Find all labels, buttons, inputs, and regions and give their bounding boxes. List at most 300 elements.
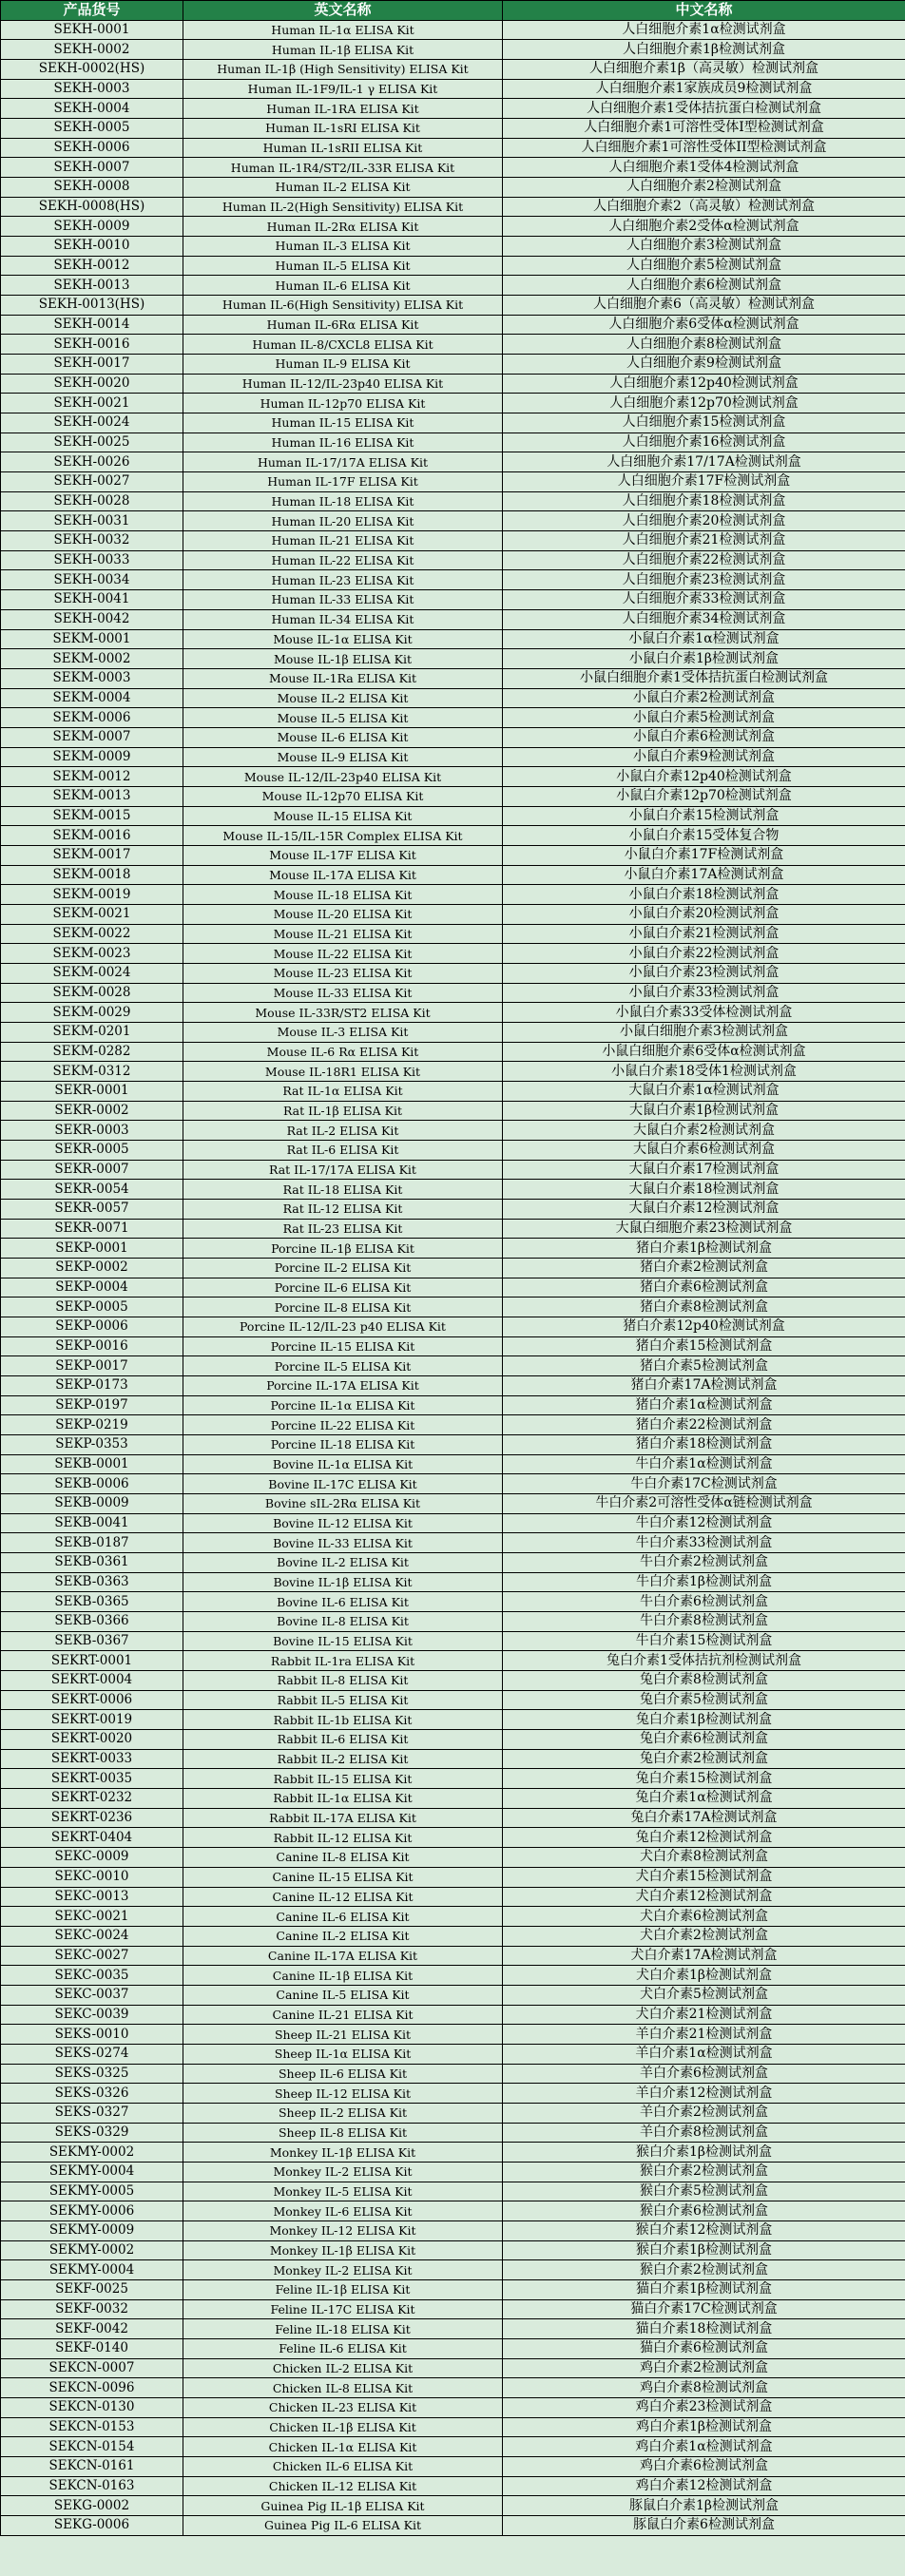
- table-row: [1, 511, 905, 531]
- english-name-cell: Human IL-1RA ELISA Kit: [183, 99, 503, 119]
- table-row: [1, 1062, 905, 1082]
- english-name-cell: Rat IL-23 ELISA Kit: [183, 1219, 503, 1239]
- table-row: [1, 2005, 905, 2025]
- product-code-cell: SEKM-0201: [1, 1022, 183, 1042]
- chinese-name-cell: 牛白介素8检测试剂盒: [503, 1612, 905, 1632]
- table-row: [1, 1356, 905, 1376]
- table-row: [1, 1003, 905, 1023]
- table-row: [1, 60, 905, 80]
- product-code-cell: SEKH-0002: [1, 40, 183, 60]
- chinese-name-cell: 猪白介素2检测试剂盒: [503, 1259, 905, 1278]
- product-code-cell: SEKM-0028: [1, 983, 183, 1003]
- english-name-cell: Chicken IL-12 ELISA Kit: [183, 2476, 503, 2496]
- chinese-name-cell: 兔白介素1β检测试剂盒: [503, 1710, 905, 1730]
- product-code-cell: SEKH-0001: [1, 20, 183, 40]
- product-code-cell: SEKC-0009: [1, 1848, 183, 1868]
- chinese-name-cell: 人白细胞介素9检测试剂盒: [503, 355, 905, 375]
- product-code-cell: SEKH-0013: [1, 276, 183, 296]
- english-name-cell: Rat IL-6 ELISA Kit: [183, 1140, 503, 1160]
- english-name-cell: Human IL-17/17A ELISA Kit: [183, 452, 503, 472]
- table-row: [1, 1887, 905, 1907]
- chinese-name-cell: 大鼠白介素1α检测试剂盒: [503, 1081, 905, 1101]
- table-row: [1, 2378, 905, 2398]
- english-name-cell: Mouse IL-2 ELISA Kit: [183, 688, 503, 708]
- product-code-cell: SEKM-0022: [1, 924, 183, 944]
- chinese-name-cell: 犬白介素6检测试剂盒: [503, 1907, 905, 1927]
- chinese-name-cell: 小鼠白细胞介素6受体α检测试剂盒: [503, 1042, 905, 1062]
- chinese-name-cell: 人白细胞介素1受体4检测试剂盒: [503, 158, 905, 178]
- chinese-name-cell: 猴白介素5检测试剂盒: [503, 2182, 905, 2201]
- product-code-cell: SEKH-0032: [1, 531, 183, 551]
- english-name-cell: Porcine IL-5 ELISA Kit: [183, 1356, 503, 1376]
- table-row: [1, 2299, 905, 2319]
- english-name-cell: Rabbit IL-12 ELISA Kit: [183, 1828, 503, 1848]
- product-code-cell: SEKC-0037: [1, 1985, 183, 2005]
- product-code-cell: SEKR-0005: [1, 1140, 183, 1160]
- english-name-cell: Mouse IL-33R/ST2 ELISA Kit: [183, 1003, 503, 1023]
- header-english-name: 英文名称: [183, 1, 503, 21]
- table-row: [1, 296, 905, 316]
- chinese-name-cell: 大鼠白介素18检测试剂盒: [503, 1180, 905, 1200]
- product-code-cell: SEKM-0312: [1, 1062, 183, 1082]
- table-row: [1, 1572, 905, 1592]
- english-name-cell: Human IL-2(High Sensitivity) ELISA Kit: [183, 197, 503, 217]
- chinese-name-cell: 猪白介素22检测试剂盒: [503, 1415, 905, 1435]
- english-name-cell: Mouse IL-5 ELISA Kit: [183, 708, 503, 728]
- english-name-cell: Canine IL-5 ELISA Kit: [183, 1985, 503, 2005]
- table-row: [1, 1160, 905, 1180]
- product-code-cell: SEKF-0025: [1, 2279, 183, 2299]
- english-name-cell: Human IL-12p70 ELISA Kit: [183, 394, 503, 413]
- chinese-name-cell: 猫白介素18检测试剂盒: [503, 2319, 905, 2339]
- english-name-cell: Rabbit IL-6 ELISA Kit: [183, 1730, 503, 1750]
- table-row: [1, 1828, 905, 1848]
- english-name-cell: Rabbit IL-1ra ELISA Kit: [183, 1651, 503, 1671]
- table-row: [1, 2417, 905, 2437]
- table-row: [1, 1140, 905, 1160]
- table-row: [1, 1808, 905, 1828]
- product-code-cell: SEKB-0367: [1, 1631, 183, 1651]
- header-product-code: 产品货号: [1, 1, 183, 21]
- product-code-cell: SEKP-0001: [1, 1239, 183, 1259]
- table-row: [1, 1278, 905, 1298]
- table-row: [1, 335, 905, 355]
- table-row: [1, 904, 905, 924]
- table-row: [1, 472, 905, 492]
- product-code-cell: SEKS-0327: [1, 2103, 183, 2123]
- english-name-cell: Rabbit IL-2 ELISA Kit: [183, 1749, 503, 1769]
- english-name-cell: Human IL-20 ELISA Kit: [183, 511, 503, 531]
- table-row: [1, 197, 905, 217]
- english-name-cell: Mouse IL-1α ELISA Kit: [183, 629, 503, 649]
- table-row: [1, 590, 905, 610]
- chinese-name-cell: 犬白介素17A检测试剂盒: [503, 1946, 905, 1966]
- english-name-cell: Sheep IL-2 ELISA Kit: [183, 2103, 503, 2123]
- header-row: [1, 1, 905, 21]
- table-row: [1, 570, 905, 590]
- chinese-name-cell: 人白细胞介素1β检测试剂盒: [503, 40, 905, 60]
- chinese-name-cell: 人白细胞介素1可溶性受体I型检测试剂盒: [503, 119, 905, 139]
- product-code-cell: SEKH-0009: [1, 217, 183, 237]
- english-name-cell: Mouse IL-22 ELISA Kit: [183, 944, 503, 964]
- table-row: [1, 2338, 905, 2358]
- english-name-cell: Porcine IL-22 ELISA Kit: [183, 1415, 503, 1435]
- chinese-name-cell: 鸡白介素2检测试剂盒: [503, 2358, 905, 2378]
- product-code-cell: SEKC-0013: [1, 1887, 183, 1907]
- english-name-cell: Mouse IL-17A ELISA Kit: [183, 865, 503, 885]
- chinese-name-cell: 人白细胞介素23检测试剂盒: [503, 570, 905, 590]
- product-code-cell: SEKM-0004: [1, 688, 183, 708]
- table-row: [1, 1867, 905, 1887]
- english-name-cell: Human IL-17F ELISA Kit: [183, 472, 503, 492]
- product-code-cell: SEKC-0021: [1, 1907, 183, 1927]
- english-name-cell: Rabbit IL-1b ELISA Kit: [183, 1710, 503, 1730]
- english-name-cell: Bovine IL-1α ELISA Kit: [183, 1454, 503, 1474]
- chinese-name-cell: 小鼠白介素18检测试剂盒: [503, 885, 905, 905]
- chinese-name-cell: 大鼠白介素12检测试剂盒: [503, 1199, 905, 1219]
- product-code-cell: SEKF-0042: [1, 2319, 183, 2339]
- chinese-name-cell: 小鼠白介素33检测试剂盒: [503, 983, 905, 1003]
- product-code-cell: SEKG-0006: [1, 2516, 183, 2536]
- chinese-name-cell: 大鼠白介素1β检测试剂盒: [503, 1101, 905, 1121]
- product-code-cell: SEKM-0012: [1, 767, 183, 787]
- english-name-cell: Feline IL-6 ELISA Kit: [183, 2338, 503, 2358]
- table-row: [1, 2437, 905, 2457]
- chinese-name-cell: 人白细胞介素8检测试剂盒: [503, 335, 905, 355]
- english-name-cell: Human IL-5 ELISA Kit: [183, 256, 503, 276]
- english-name-cell: Chicken IL-2 ELISA Kit: [183, 2358, 503, 2378]
- product-code-cell: SEKB-0009: [1, 1494, 183, 1514]
- english-name-cell: Mouse IL-12p70 ELISA Kit: [183, 786, 503, 806]
- chinese-name-cell: 豚鼠白介素6检测试剂盒: [503, 2516, 905, 2536]
- english-name-cell: Rabbit IL-5 ELISA Kit: [183, 1690, 503, 1710]
- chinese-name-cell: 小鼠白介素2检测试剂盒: [503, 688, 905, 708]
- product-code-cell: SEKC-0024: [1, 1926, 183, 1946]
- english-name-cell: Bovine IL-8 ELISA Kit: [183, 1612, 503, 1632]
- english-name-cell: Mouse IL-6 Rα ELISA Kit: [183, 1042, 503, 1062]
- product-code-cell: SEKH-0008(HS): [1, 197, 183, 217]
- english-name-cell: Bovine sIL-2Rα ELISA Kit: [183, 1494, 503, 1514]
- table-row: [1, 452, 905, 472]
- chinese-name-cell: 猫白介素17C检测试剂盒: [503, 2299, 905, 2319]
- table-row: [1, 1454, 905, 1474]
- chinese-name-cell: 人白细胞介素6检测试剂盒: [503, 276, 905, 296]
- chinese-name-cell: 大鼠白介素2检测试剂盒: [503, 1121, 905, 1141]
- table-row: [1, 1907, 905, 1927]
- english-name-cell: Bovine IL-17C ELISA Kit: [183, 1474, 503, 1494]
- chinese-name-cell: 兔白介素8检测试剂盒: [503, 1671, 905, 1691]
- table-row: [1, 119, 905, 139]
- english-name-cell: Porcine IL-6 ELISA Kit: [183, 1278, 503, 1298]
- table-row: [1, 1789, 905, 1809]
- table-row: [1, 1966, 905, 1986]
- chinese-name-cell: 人白细胞介素20检测试剂盒: [503, 511, 905, 531]
- chinese-name-cell: 人白细胞介素5检测试剂盒: [503, 256, 905, 276]
- english-name-cell: Rat IL-17/17A ELISA Kit: [183, 1160, 503, 1180]
- chinese-name-cell: 兔白介素15检测试剂盒: [503, 1769, 905, 1789]
- product-code-cell: SEKB-0361: [1, 1553, 183, 1573]
- table-row: [1, 1690, 905, 1710]
- table-row: [1, 2162, 905, 2182]
- product-code-cell: SEKB-0001: [1, 1454, 183, 1474]
- english-name-cell: Human IL-6Rα ELISA Kit: [183, 315, 503, 335]
- english-name-cell: Monkey IL-5 ELISA Kit: [183, 2182, 503, 2201]
- table-row: [1, 178, 905, 198]
- table-row: [1, 1336, 905, 1356]
- product-code-cell: SEKC-0010: [1, 1867, 183, 1887]
- english-name-cell: Mouse IL-21 ELISA Kit: [183, 924, 503, 944]
- product-code-cell: SEKS-0329: [1, 2123, 183, 2143]
- product-code-cell: SEKH-0014: [1, 315, 183, 335]
- product-code-cell: SEKM-0017: [1, 845, 183, 865]
- chinese-name-cell: 人白细胞介素21检测试剂盒: [503, 531, 905, 551]
- english-name-cell: Chicken IL-8 ELISA Kit: [183, 2378, 503, 2398]
- table-row: [1, 20, 905, 40]
- chinese-name-cell: 猪白介素5检测试剂盒: [503, 1356, 905, 1376]
- english-name-cell: Mouse IL-6 ELISA Kit: [183, 727, 503, 747]
- chinese-name-cell: 兔白介素17A检测试剂盒: [503, 1808, 905, 1828]
- product-code-cell: SEKR-0007: [1, 1160, 183, 1180]
- product-code-cell: SEKRT-0232: [1, 1789, 183, 1809]
- english-name-cell: Porcine IL-2 ELISA Kit: [183, 1259, 503, 1278]
- english-name-cell: Human IL-21 ELISA Kit: [183, 531, 503, 551]
- chinese-name-cell: 猴白介素1β检测试剂盒: [503, 2143, 905, 2163]
- english-name-cell: Rat IL-1β ELISA Kit: [183, 1101, 503, 1121]
- table-row: [1, 315, 905, 335]
- product-code-cell: SEKH-0013(HS): [1, 296, 183, 316]
- table-row: [1, 924, 905, 944]
- chinese-name-cell: 猪白介素12p40检测试剂盒: [503, 1317, 905, 1337]
- english-name-cell: Human IL-33 ELISA Kit: [183, 590, 503, 610]
- table-row: [1, 708, 905, 728]
- table-row: [1, 983, 905, 1003]
- english-name-cell: Human IL-23 ELISA Kit: [183, 570, 503, 590]
- chinese-name-cell: 猴白介素2检测试剂盒: [503, 2162, 905, 2182]
- table-row: [1, 1749, 905, 1769]
- chinese-name-cell: 人白细胞介素1可溶性受体II型检测试剂盒: [503, 138, 905, 158]
- table-row: [1, 79, 905, 99]
- table-row: [1, 2279, 905, 2299]
- table-row: [1, 1671, 905, 1691]
- table-row: [1, 865, 905, 885]
- product-code-cell: SEKH-0020: [1, 374, 183, 394]
- table-row: [1, 2220, 905, 2240]
- product-code-cell: SEKB-0366: [1, 1612, 183, 1632]
- table-row: [1, 944, 905, 964]
- english-name-cell: Bovine IL-2 ELISA Kit: [183, 1553, 503, 1573]
- table-row: [1, 2516, 905, 2536]
- product-code-cell: SEKP-0005: [1, 1298, 183, 1317]
- table-row: [1, 2456, 905, 2476]
- product-code-cell: SEKC-0035: [1, 1966, 183, 1986]
- english-name-cell: Monkey IL-2 ELISA Kit: [183, 2162, 503, 2182]
- english-name-cell: Canine IL-1β ELISA Kit: [183, 1966, 503, 1986]
- product-code-cell: SEKP-0002: [1, 1259, 183, 1278]
- product-code-cell: SEKH-0017: [1, 355, 183, 375]
- english-name-cell: Mouse IL-1Ra ELISA Kit: [183, 668, 503, 688]
- product-code-cell: SEKM-0006: [1, 708, 183, 728]
- chinese-name-cell: 猪白介素1β检测试剂盒: [503, 1239, 905, 1259]
- table-row: [1, 2319, 905, 2339]
- english-name-cell: Mouse IL-18 ELISA Kit: [183, 885, 503, 905]
- chinese-name-cell: 猪白介素1α检测试剂盒: [503, 1395, 905, 1415]
- chinese-name-cell: 兔白介素1受体拮抗剂检测试剂盒: [503, 1651, 905, 1671]
- product-code-cell: SEKH-0031: [1, 511, 183, 531]
- chinese-name-cell: 猪白介素15检测试剂盒: [503, 1336, 905, 1356]
- chinese-name-cell: 人白细胞介素17F检测试剂盒: [503, 472, 905, 492]
- chinese-name-cell: 兔白介素2检测试剂盒: [503, 1749, 905, 1769]
- product-code-cell: SEKM-0001: [1, 629, 183, 649]
- table-row: [1, 40, 905, 60]
- table-row: [1, 2123, 905, 2143]
- english-name-cell: Porcine IL-18 ELISA Kit: [183, 1435, 503, 1455]
- table-row: [1, 2143, 905, 2163]
- english-name-cell: Mouse IL-9 ELISA Kit: [183, 747, 503, 767]
- product-code-cell: SEKG-0002: [1, 2496, 183, 2516]
- chinese-name-cell: 小鼠白介素5检测试剂盒: [503, 708, 905, 728]
- english-name-cell: Rat IL-1α ELISA Kit: [183, 1081, 503, 1101]
- product-code-cell: SEKCN-0130: [1, 2397, 183, 2417]
- product-code-cell: SEKP-0006: [1, 1317, 183, 1337]
- chinese-name-cell: 小鼠白介素17F检测试剂盒: [503, 845, 905, 865]
- english-name-cell: Bovine IL-1β ELISA Kit: [183, 1572, 503, 1592]
- chinese-name-cell: 人白细胞介素22检测试剂盒: [503, 550, 905, 570]
- table-row: [1, 394, 905, 413]
- english-name-cell: Human IL-9 ELISA Kit: [183, 355, 503, 375]
- english-name-cell: Guinea Pig IL-6 ELISA Kit: [183, 2516, 503, 2536]
- product-code-cell: SEKH-0027: [1, 472, 183, 492]
- product-code-cell: SEKC-0027: [1, 1946, 183, 1966]
- table-body: [1, 20, 905, 2535]
- english-name-cell: Monkey IL-2 ELISA Kit: [183, 2260, 503, 2280]
- chinese-name-cell: 兔白介素5检测试剂盒: [503, 1690, 905, 1710]
- product-code-cell: SEKCN-0163: [1, 2476, 183, 2496]
- product-code-cell: SEKS-0010: [1, 2025, 183, 2045]
- product-code-cell: SEKC-0039: [1, 2005, 183, 2025]
- english-name-cell: Human IL-15 ELISA Kit: [183, 413, 503, 433]
- table-row: [1, 276, 905, 296]
- english-name-cell: Rabbit IL-15 ELISA Kit: [183, 1769, 503, 1789]
- english-name-cell: Rabbit IL-1α ELISA Kit: [183, 1789, 503, 1809]
- product-code-cell: SEKCN-0154: [1, 2437, 183, 2457]
- product-code-cell: SEKRT-0035: [1, 1769, 183, 1789]
- chinese-name-cell: 鸡白介素6检测试剂盒: [503, 2456, 905, 2476]
- chinese-name-cell: 犬白介素5检测试剂盒: [503, 1985, 905, 2005]
- table-row: [1, 99, 905, 119]
- product-code-cell: SEKS-0326: [1, 2084, 183, 2104]
- product-code-cell: SEKP-0197: [1, 1395, 183, 1415]
- product-code-cell: SEKCN-0007: [1, 2358, 183, 2378]
- chinese-name-cell: 猪白介素18检测试剂盒: [503, 1435, 905, 1455]
- english-name-cell: Human IL-3 ELISA Kit: [183, 237, 503, 257]
- table-row: [1, 1592, 905, 1612]
- product-code-cell: SEKF-0140: [1, 2338, 183, 2358]
- english-name-cell: Rat IL-12 ELISA Kit: [183, 1199, 503, 1219]
- table-row: [1, 550, 905, 570]
- table-row: [1, 1101, 905, 1121]
- product-code-cell: SEKRT-0001: [1, 1651, 183, 1671]
- english-name-cell: Monkey IL-1β ELISA Kit: [183, 2143, 503, 2163]
- chinese-name-cell: 小鼠白介素17A检测试剂盒: [503, 865, 905, 885]
- english-name-cell: Chicken IL-1β ELISA Kit: [183, 2417, 503, 2437]
- product-code-cell: SEKM-0002: [1, 649, 183, 669]
- english-name-cell: Human IL-1β ELISA Kit: [183, 40, 503, 60]
- chinese-name-cell: 猫白介素6检测试剂盒: [503, 2338, 905, 2358]
- table-row: [1, 609, 905, 629]
- product-code-cell: SEKB-0363: [1, 1572, 183, 1592]
- chinese-name-cell: 牛白介素6检测试剂盒: [503, 1592, 905, 1612]
- product-code-cell: SEKH-0016: [1, 335, 183, 355]
- chinese-name-cell: 人白细胞介素34检测试剂盒: [503, 609, 905, 629]
- english-name-cell: Human IL-8/CXCL8 ELISA Kit: [183, 335, 503, 355]
- table-row: [1, 374, 905, 394]
- english-name-cell: Porcine IL-12/IL-23 p40 ELISA Kit: [183, 1317, 503, 1337]
- product-code-cell: SEKH-0042: [1, 609, 183, 629]
- chinese-name-cell: 小鼠白介素15检测试剂盒: [503, 806, 905, 826]
- chinese-name-cell: 猪白介素6检测试剂盒: [503, 1278, 905, 1298]
- chinese-name-cell: 牛白介素1α检测试剂盒: [503, 1454, 905, 1474]
- table-row: [1, 1199, 905, 1219]
- chinese-name-cell: 猴白介素2检测试剂盒: [503, 2260, 905, 2280]
- chinese-name-cell: 兔白介素6检测试剂盒: [503, 1730, 905, 1750]
- chinese-name-cell: 小鼠白介素1β检测试剂盒: [503, 649, 905, 669]
- english-name-cell: Mouse IL-20 ELISA Kit: [183, 904, 503, 924]
- product-code-cell: SEKM-0015: [1, 806, 183, 826]
- product-code-cell: SEKCN-0161: [1, 2456, 183, 2476]
- chinese-name-cell: 小鼠白介素21检测试剂盒: [503, 924, 905, 944]
- english-name-cell: Chicken IL-6 ELISA Kit: [183, 2456, 503, 2476]
- chinese-name-cell: 鸡白介素12检测试剂盒: [503, 2476, 905, 2496]
- chinese-name-cell: 小鼠白介素6检测试剂盒: [503, 727, 905, 747]
- product-code-cell: SEKM-0018: [1, 865, 183, 885]
- english-name-cell: Mouse IL-15 ELISA Kit: [183, 806, 503, 826]
- table-row: [1, 491, 905, 511]
- chinese-name-cell: 羊白介素8检测试剂盒: [503, 2123, 905, 2143]
- product-code-cell: SEKRT-0020: [1, 1730, 183, 1750]
- english-name-cell: Rabbit IL-17A ELISA Kit: [183, 1808, 503, 1828]
- english-name-cell: Human IL-2Rα ELISA Kit: [183, 217, 503, 237]
- chinese-name-cell: 豚鼠白介素1β检测试剂盒: [503, 2496, 905, 2516]
- product-code-cell: SEKM-0016: [1, 826, 183, 846]
- english-name-cell: Sheep IL-1α ELISA Kit: [183, 2044, 503, 2064]
- english-name-cell: Bovine IL-6 ELISA Kit: [183, 1592, 503, 1612]
- table-row: [1, 826, 905, 846]
- table-row: [1, 1415, 905, 1435]
- table-row: [1, 2103, 905, 2123]
- product-code-cell: SEKM-0009: [1, 747, 183, 767]
- chinese-name-cell: 羊白介素6检测试剂盒: [503, 2064, 905, 2084]
- chinese-name-cell: 人白细胞介素1受体拮抗蛋白检测试剂盒: [503, 99, 905, 119]
- table-row: [1, 1926, 905, 1946]
- product-code-cell: SEKH-0034: [1, 570, 183, 590]
- table-row: [1, 158, 905, 178]
- chinese-name-cell: 兔白介素12检测试剂盒: [503, 1828, 905, 1848]
- chinese-name-cell: 犬白介素8检测试剂盒: [503, 1848, 905, 1868]
- chinese-name-cell: 猪白介素8检测试剂盒: [503, 1298, 905, 1317]
- table-row: [1, 1553, 905, 1573]
- chinese-name-cell: 小鼠白介素22检测试剂盒: [503, 944, 905, 964]
- table-row: [1, 1612, 905, 1632]
- product-code-cell: SEKR-0057: [1, 1199, 183, 1219]
- table-row: [1, 2496, 905, 2516]
- chinese-name-cell: 鸡白介素1α检测试剂盒: [503, 2437, 905, 2457]
- chinese-name-cell: 小鼠白细胞介素3检测试剂盒: [503, 1022, 905, 1042]
- english-name-cell: Sheep IL-21 ELISA Kit: [183, 2025, 503, 2045]
- chinese-name-cell: 羊白介素1α检测试剂盒: [503, 2044, 905, 2064]
- product-code-cell: SEKR-0001: [1, 1081, 183, 1101]
- chinese-name-cell: 小鼠白介素20检测试剂盒: [503, 904, 905, 924]
- chinese-name-cell: 犬白介素1β检测试剂盒: [503, 1966, 905, 1986]
